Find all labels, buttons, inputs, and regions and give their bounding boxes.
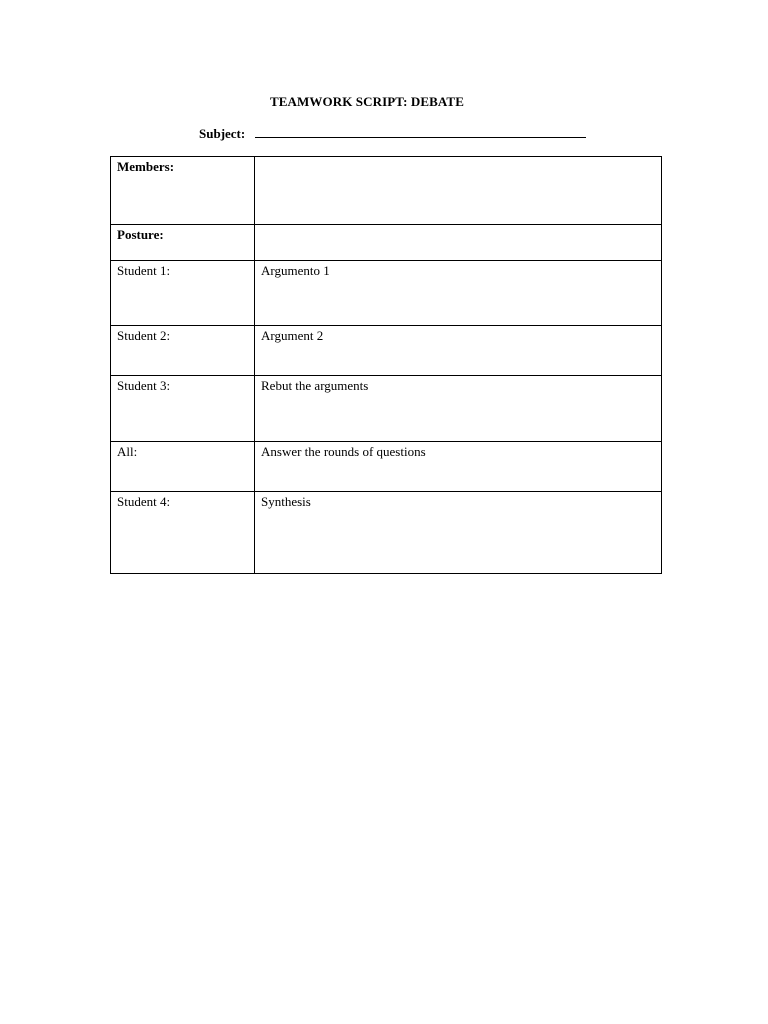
all-value: Answer the rounds of questions <box>255 442 662 492</box>
all-label: All: <box>111 442 255 492</box>
table-row-student-2 <box>111 326 662 376</box>
student-4-value: Synthesis <box>255 492 662 574</box>
student-1-value: Argumento 1 <box>255 261 662 326</box>
members-label: Members: <box>111 157 255 225</box>
table-row-all <box>111 442 662 492</box>
page-title: TEAMWORK SCRIPT: DEBATE <box>270 94 464 109</box>
table-row-student-3 <box>111 376 662 442</box>
student-1-label: Student 1: <box>111 261 255 326</box>
subject-blank-line <box>255 124 586 138</box>
table-row-members <box>111 157 662 225</box>
table-row-student-4 <box>111 492 662 574</box>
student-2-label: Student 2: <box>111 326 255 376</box>
posture-value <box>255 225 662 261</box>
student-4-label: Student 4: <box>111 492 255 574</box>
subject-row <box>199 124 586 142</box>
table-row-posture <box>111 225 662 261</box>
student-2-value: Argument 2 <box>255 326 662 376</box>
subject-label: Subject: <box>199 126 246 141</box>
posture-label: Posture: <box>111 225 255 261</box>
student-3-label: Student 3: <box>111 376 255 442</box>
debate-script-table <box>110 156 662 574</box>
members-value <box>255 157 662 225</box>
table-row-student-1 <box>111 261 662 326</box>
student-3-value: Rebut the arguments <box>255 376 662 442</box>
